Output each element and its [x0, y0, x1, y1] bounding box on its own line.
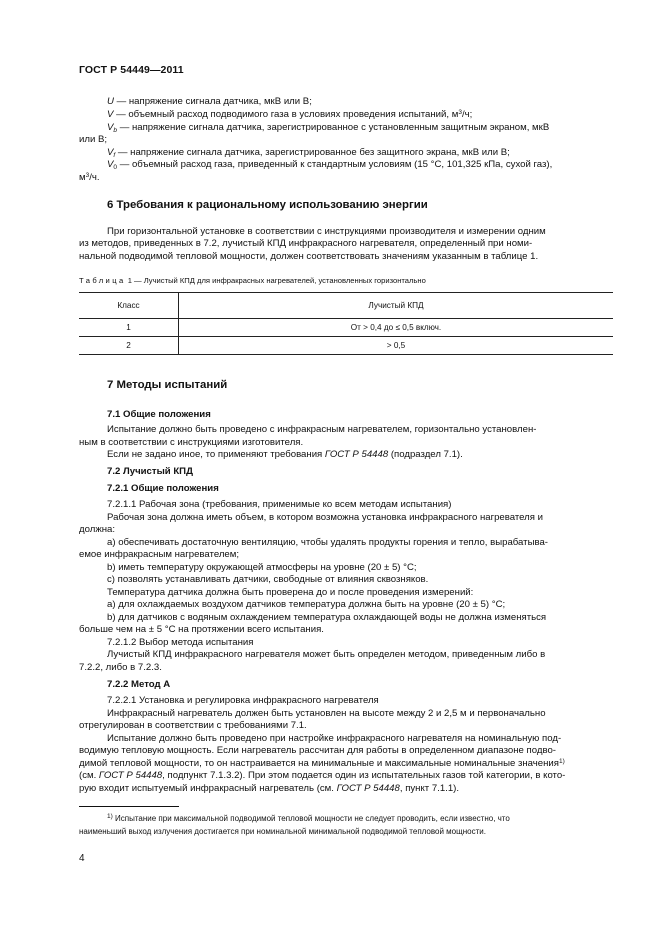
- clause-7-2-1-2-title: 7.2.1.2 Выбор метода испытания: [107, 637, 254, 648]
- page-number: 4: [79, 853, 85, 864]
- definition-v0: $V_0$ — объемный расход газа, приведенный к стандартным условиям (15 °С, 101,325 кПа, сухой газ),: [107, 159, 553, 171]
- section-6-heading: 6 Требования к рациональному использованию энергии: [107, 199, 428, 211]
- text-line: Температура датчика должна быть проверена до и после проведения измерений:: [107, 587, 474, 598]
- efficiency-table: [79, 292, 613, 355]
- table-cell: От > 0,4 до ≤ 0,5 включ.: [179, 319, 614, 337]
- list-item: b) для датчиков с водяным охлаждением температура охлаждающей воды не должна изменяться: [107, 612, 547, 623]
- definition-vb-cont: или В;: [79, 134, 108, 145]
- list-item: а) для охлаждаемых воздухом датчиков температура должна быть на уровне (20 ± 5) °С;: [107, 599, 506, 610]
- subsection-7-2-2-heading: 7.2.2 Метод А: [107, 679, 171, 690]
- list-item: а) обеспечивать достаточную вентиляцию, чтобы удалять продукты горения и тепло, вырабатыва-: [107, 537, 548, 548]
- text-line: рую входит испытуемый инфракрасный нагреватель (см. ГОСТ Р 54448, пункт 7.1.1).: [79, 783, 460, 794]
- text-line: Рабочая зона должна иметь объем, в котором возможна установка инфракрасного нагревателя и: [107, 512, 543, 523]
- section-6-line: из методов, приведенных в 7.2, лучистый КПД инфракрасного нагревателя, определенный при номи-: [79, 238, 533, 249]
- footnote-divider: [79, 806, 179, 807]
- standard-header: ГОСТ Р 54449—2011: [79, 64, 184, 76]
- text-line: (см. ГОСТ Р 54448, подпункт 7.1.3.2). При этом подается один из испытательных газов той категории, в кото-: [79, 770, 566, 781]
- subsection-7-1-heading: 7.1 Общие положения: [107, 409, 211, 420]
- footnote-line: наименьший выход излучения достигается при номинальной минимальной подводимой тепловой мощности.: [79, 827, 486, 836]
- text-line: Если не задано иное, то применяют требования ГОСТ Р 54448 (подраздел 7.1).: [107, 449, 463, 460]
- definition-vb: $V_b$ — напряжение сигнала датчика, зарегистрированное с установленным защитным экраном, мкВ: [107, 122, 550, 134]
- text-line: Испытание должно быть проведено с инфракрасным нагревателем, горизонтально установлен-: [107, 424, 537, 435]
- table-header-row: [79, 293, 613, 319]
- subsection-7-2-1-heading: 7.2.1 Общие положения: [107, 483, 219, 494]
- table-cell: 1: [79, 319, 179, 337]
- footnote-line: $^{1)}$ Испытание при максимальной подводимой тепловой мощности не следует проводить, если известно, что: [107, 813, 510, 823]
- text-line: Инфракрасный нагреватель должен быть установлен на высоте между 2 и 2,5 м и первоначально: [107, 708, 546, 719]
- text-line: 7.2.2, либо в 7.2.3.: [79, 662, 162, 673]
- clause-7-2-2-1-title: 7.2.2.1 Установка и регулировка инфракрасного нагревателя: [107, 695, 379, 706]
- table-caption: Таблица 1 — Лучистый КПД для инфракрасных нагревателей, установленных горизонтально: [79, 276, 426, 285]
- table-cell: 2: [79, 337, 179, 355]
- definition-vf: $V_f$ — напряжение сигнала датчика, зарегистрированное без защитного экрана, мкВ или В;: [107, 147, 510, 159]
- subsection-7-2-heading: 7.2 Лучистый КПД: [107, 466, 193, 477]
- definition-v: V — объемный расход подводимого газа в условиях проведения испытаний, $м^3/ч$;: [107, 109, 473, 120]
- text-line: Испытание должно быть проведено при настройке инфракрасного нагревателя на номинальную под-: [107, 733, 562, 744]
- text-line: водимую тепловую мощность. Если нагреватель рассчитан для работы в определенном диапазоне подво-: [79, 745, 556, 756]
- table-row: [79, 319, 613, 337]
- definition-u: U — напряжение сигнала датчика, мкВ или В;: [107, 96, 312, 107]
- clause-7-2-1-1-title: 7.2.1.1 Рабочая зона (требования, применимые ко всем методам испытания): [107, 499, 452, 510]
- text-line: отрегулирован в соответствии с требованиями 7.1.: [79, 720, 307, 731]
- text-line: ным в соответствии с инструкциями изготовителя.: [79, 437, 304, 448]
- definition-v0-cont: $м^3/ч$.: [79, 172, 100, 183]
- list-item: c) позволять устанавливать датчики, свободные от влияния сквозняков.: [107, 574, 429, 585]
- table-header-cell: Лучистый КПД: [179, 293, 614, 319]
- section-7-heading: 7 Методы испытаний: [107, 379, 228, 391]
- text-line: емое инфракрасным нагревателем;: [79, 549, 240, 560]
- text-line: должна:: [79, 524, 116, 535]
- table-header-cell: Класс: [79, 293, 179, 319]
- table-cell: > 0,5: [179, 337, 614, 355]
- list-item: b) иметь температуру окружающей атмосферы на уровне (20 ± 5) °С;: [107, 562, 417, 573]
- table-row: [79, 337, 613, 355]
- text-line: Лучистый КПД инфракрасного нагревателя может быть определен методом, приведенным либо в: [107, 649, 546, 660]
- section-6-line: нальной подводимой тепловой мощности, должен соответствовать значениям указанным в таблице 1.: [79, 251, 539, 262]
- section-6-line: При горизонтальной установке в соответствии с инструкциями производителя и измерении одним: [107, 226, 546, 237]
- text-line: димой тепловой мощности, то он настраивается на минимальные и максимальные номинальные значения$^{1)}$: [79, 758, 565, 769]
- text-line: больше чем на ± 5 °С на протяжении всего испытания.: [79, 624, 324, 635]
